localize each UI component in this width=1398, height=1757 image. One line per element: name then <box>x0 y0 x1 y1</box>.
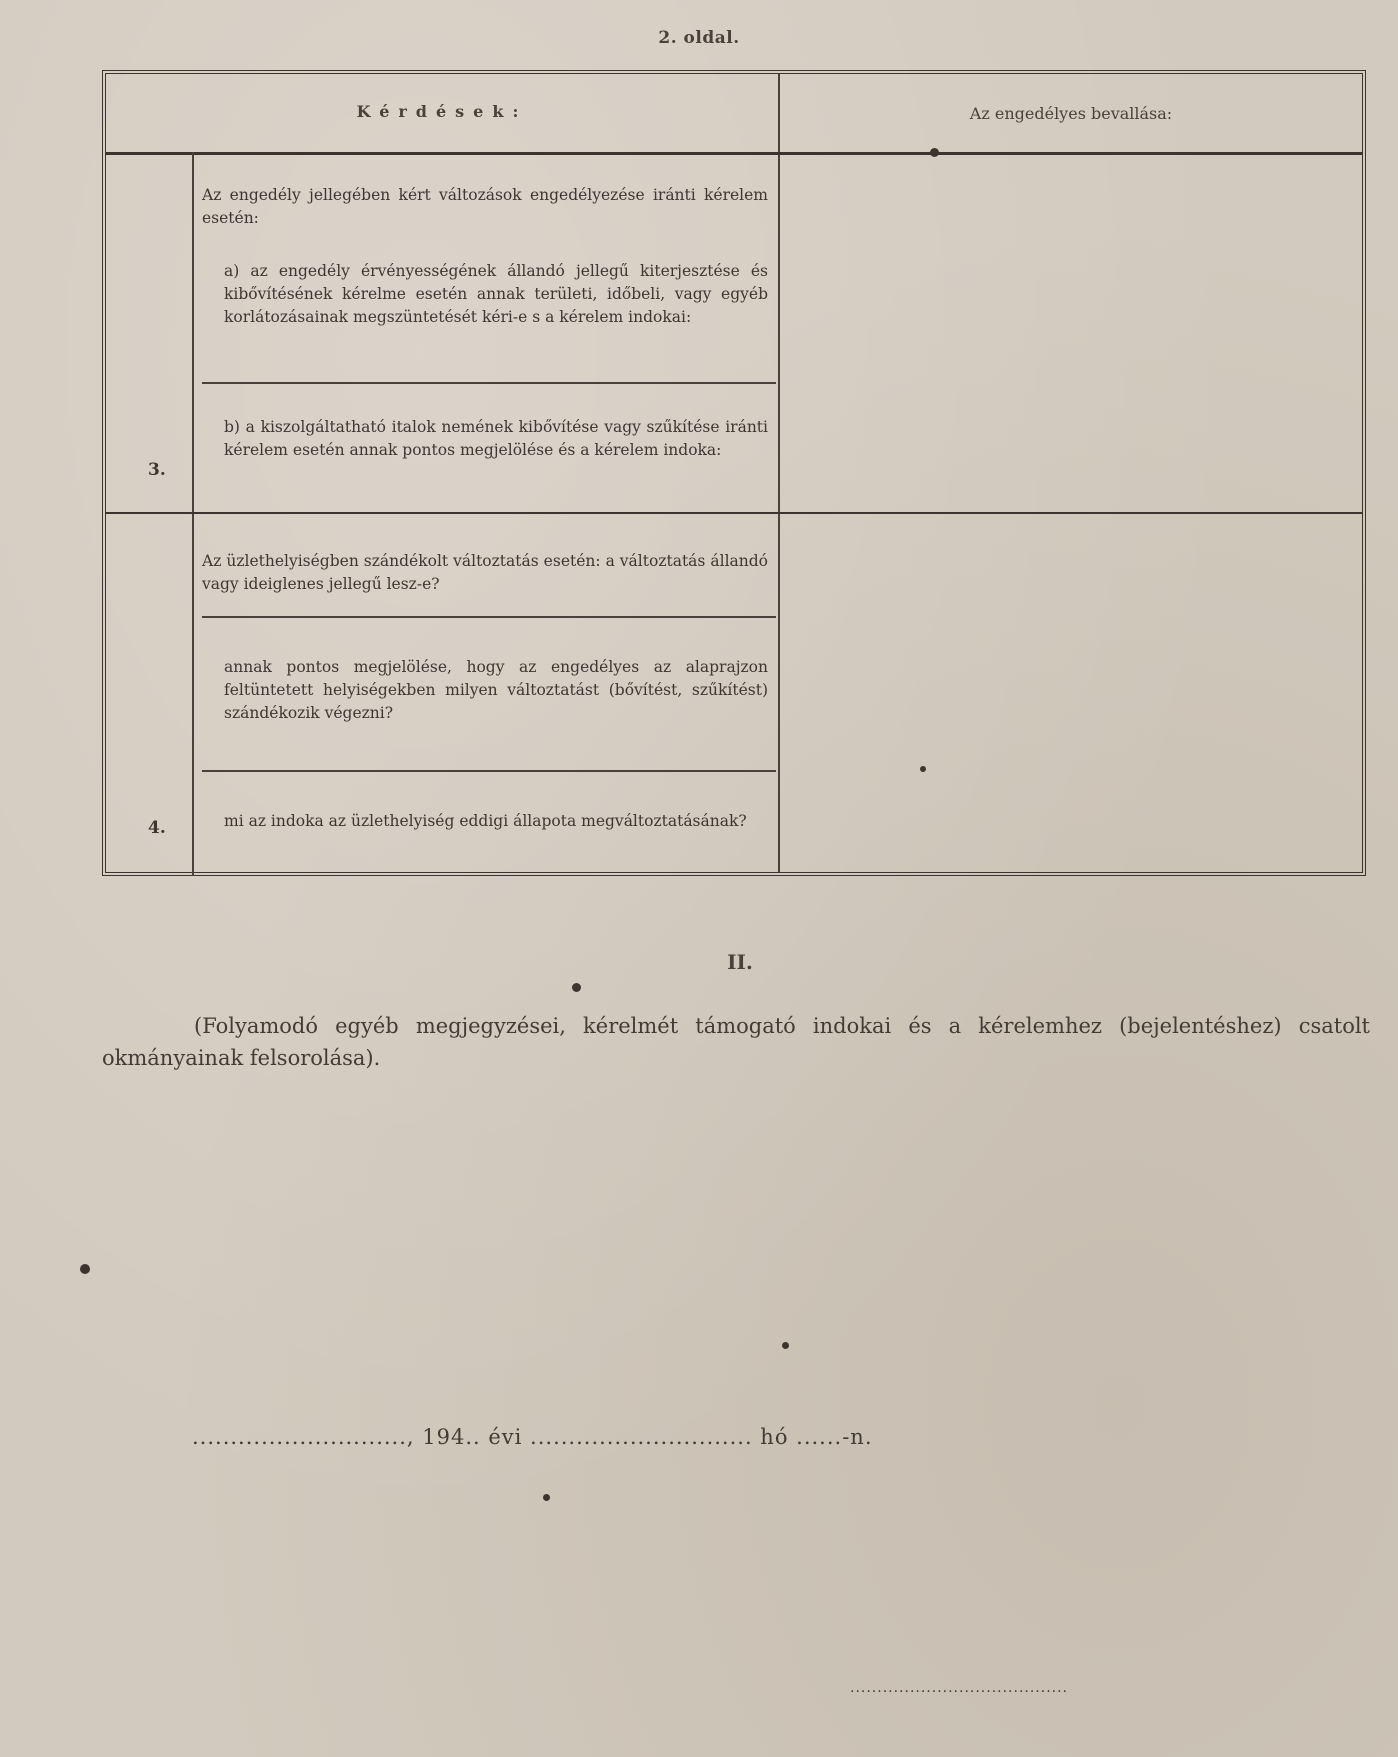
section3-intro: Az engedély jellegében kért változások engedélyezése iránti kérelem esetén: <box>202 186 768 227</box>
print-speck <box>572 983 581 992</box>
section3-number: 3. <box>148 460 166 480</box>
print-speck <box>930 148 939 157</box>
number-column-divider <box>192 152 194 876</box>
header-answers: Az engedélyes bevallása: <box>969 104 1173 123</box>
row-divider <box>202 770 776 772</box>
date-line: ............................, 194.. évi ............................. hó ......-n. <box>192 1425 873 1449</box>
column-divider <box>778 74 780 872</box>
questionnaire-table <box>102 70 1366 876</box>
section-divider <box>106 512 1362 514</box>
row-divider <box>202 616 776 618</box>
print-speck <box>543 1494 550 1501</box>
signature-line: ........................................ <box>850 1680 1069 1696</box>
part-two-instructions: (Folyamodó egyéb megjegyzései, kérelmét támogató indokai és a kérelemhez (bejelentéshez) csatolt okmányainak felsorolása). <box>102 1014 1370 1070</box>
header-questions: Kérdések: <box>356 102 528 121</box>
section4-question-1: Az üzlethelyiségben szándékolt változtatás esetén: a változtatás állandó vagy ideiglenes jellegű lesz-e? <box>202 552 768 593</box>
print-speck <box>920 766 926 772</box>
part-two-heading: II. <box>727 950 753 974</box>
section4-question-2: annak pontos megjelölése, hogy az engedélyes az alaprajzon feltüntetett helyiségekben milyen változtatást (bővítést, szűkítést) szándékozik végezni? <box>224 658 768 722</box>
table-header <box>106 74 1362 155</box>
page-number: 2. oldal. <box>658 28 740 48</box>
row-divider <box>202 382 776 384</box>
section4-question-3: mi az indoka az üzlethelyiség eddigi állapota megváltoztatásának? <box>224 812 747 830</box>
section4-number: 4. <box>148 818 166 838</box>
print-speck <box>782 1342 789 1349</box>
section3-item-b: b) a kiszolgáltatható italok nemének kibővítése vagy szűkítése iránti kérelem esetén annak pontos megjelölése és a kérelem indoka: <box>224 418 768 459</box>
print-speck <box>80 1264 90 1274</box>
section3-item-a: a) az engedély érvényességének állandó jellegű kiterjesztése és kibővítésének kérelme esetén annak területi, időbeli, vagy egyéb korlátozásainak megszüntetését kéri-e s a kérelem indokai: <box>224 262 768 326</box>
